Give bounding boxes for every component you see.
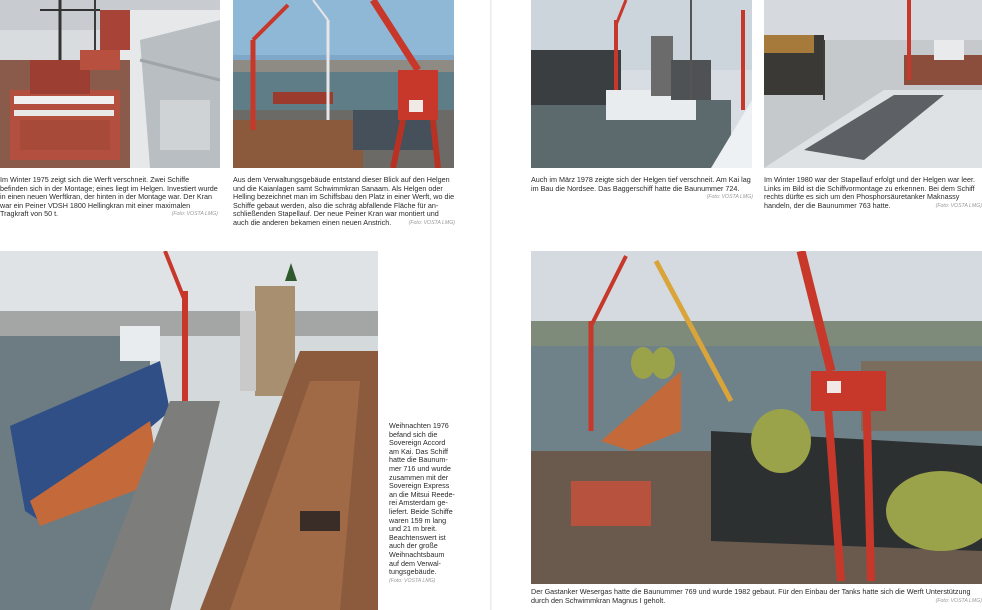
caption-6-credit: (Foto: VOSTA LMG) bbox=[935, 597, 982, 604]
caption-4-credit: (Foto: VOSTA LMG) bbox=[935, 202, 982, 209]
caption-5-line-2: befand sich die bbox=[389, 429, 438, 439]
caption-5-line-3: Sovereign Accord bbox=[389, 438, 446, 448]
caption-4-text: Im Winter 1980 war der Stapellauf erfolgt und der Helgen war leer. Links im Bild ist die Schiffvormontage zu erkennen. Bei dem Schiff rechts dürfte es sich um den Phosphorsäuretanker Maknassy handeln, der die Baunummer 763 hatte. bbox=[764, 175, 975, 210]
caption-5-line-4: am Kai. Das Schiff bbox=[389, 446, 448, 456]
caption-1-credit: (Foto: VOSTA LMG) bbox=[171, 211, 218, 218]
caption-5-line-1: Weihnachten 1976 bbox=[389, 421, 449, 430]
photo-sovereign-accord-christmas-1976-image bbox=[0, 251, 378, 610]
photo-shipyard-winter-1975-image bbox=[0, 0, 220, 168]
page-gutter bbox=[490, 0, 492, 610]
caption-3-credit: (Foto: VOSTA LMG) bbox=[706, 194, 753, 201]
caption-5-line-13: und 21 m breit. bbox=[389, 524, 437, 534]
caption-3 bbox=[531, 176, 753, 202]
photo-shipyard-winter-1975 bbox=[0, 0, 220, 168]
caption-6-text: Der Gastanker Wesergas hatte die Baunummer 769 und wurde 1982 gebaut. Für den Einbau der Tanks hatte sich die Werft Unterstützung durch den Schwimmkran Magnus I geholt. bbox=[531, 587, 971, 605]
caption-4 bbox=[764, 176, 982, 210]
photo-view-from-admin-building bbox=[233, 0, 454, 168]
caption-5-line-17: auf dem Verwal- bbox=[389, 558, 441, 568]
caption-2 bbox=[233, 176, 455, 228]
caption-2-credit: (Foto: VOSTA LMG) bbox=[408, 219, 455, 226]
caption-5-credit: (Foto: VOSTA LMG) bbox=[389, 577, 436, 584]
photo-view-from-admin-building-image bbox=[233, 0, 454, 168]
photo-sovereign-accord-christmas-1976 bbox=[0, 251, 378, 610]
photo-helgen-march-1978-image bbox=[531, 0, 752, 168]
photo-gas-tanker-wesergas-1982 bbox=[531, 251, 982, 584]
caption-5 bbox=[389, 422, 484, 585]
caption-5-line-5: hatte die Baunum- bbox=[389, 455, 448, 465]
caption-6 bbox=[531, 588, 982, 605]
caption-5-line-7: zusammen mit der bbox=[389, 472, 449, 482]
photo-helgen-winter-1980-image bbox=[764, 0, 982, 168]
caption-5-line-8: Sovereign Express bbox=[389, 481, 450, 491]
caption-5-line-10: rei Amsterdam ge- bbox=[389, 498, 448, 508]
caption-5-line-9: an die Mitsui Reede- bbox=[389, 489, 455, 499]
caption-5-line-12: waren 159 m lang bbox=[389, 515, 447, 525]
caption-1 bbox=[0, 176, 218, 219]
caption-1-text: Im Winter 1975 zeigt sich die Werft verschneit. Zwei Schiffe befinden sich in der Montage; eines liegt im Helgen. Investiert wurde in einen neuen Werftkran, der hinten in der Montage war. Der Kran war ein Peiner VDSH 1800 Hellingkran mit einer maximalen Tragkraft von 50 t. bbox=[0, 175, 218, 219]
caption-5-line-15: auch der große bbox=[389, 541, 438, 551]
photo-helgen-march-1978 bbox=[531, 0, 752, 168]
caption-3-text: Auch im März 1978 zeigte sich der Helgen tief verschneit. Am Kai lag im Bau die Nordsee. Das Baggerschiff hatte die Baunummer 724. bbox=[531, 175, 751, 193]
photo-helgen-winter-1980 bbox=[764, 0, 982, 168]
caption-2-text: Aus dem Verwaltungsgebäude entstand dieser Blick auf den Helgen und die Kaianlagen samt Schwimmkran Sanaam. Als Helgen oder Helling bezeichnet man im Schiffsbau den Platz in einer Werft, wo die Schiffe gebaut werden, also die schräg abfallende Fläche für an-schließenden Stapellauf. Der neue Peiner Kran war montiert und auch die anderen bekamen einen neuen Anstrich. bbox=[233, 175, 455, 227]
caption-5-line-18: tungsgebäude. bbox=[389, 567, 437, 577]
caption-5-line-11: liefert. Beide Schiffe bbox=[389, 506, 453, 516]
caption-5-line-16: Weihnachtsbaum bbox=[389, 549, 445, 559]
caption-5-line-14: Beachtenswert ist bbox=[389, 532, 446, 542]
photo-gas-tanker-wesergas-1982-image bbox=[531, 251, 982, 584]
caption-5-line-6: mer 716 und wurde bbox=[389, 463, 451, 473]
